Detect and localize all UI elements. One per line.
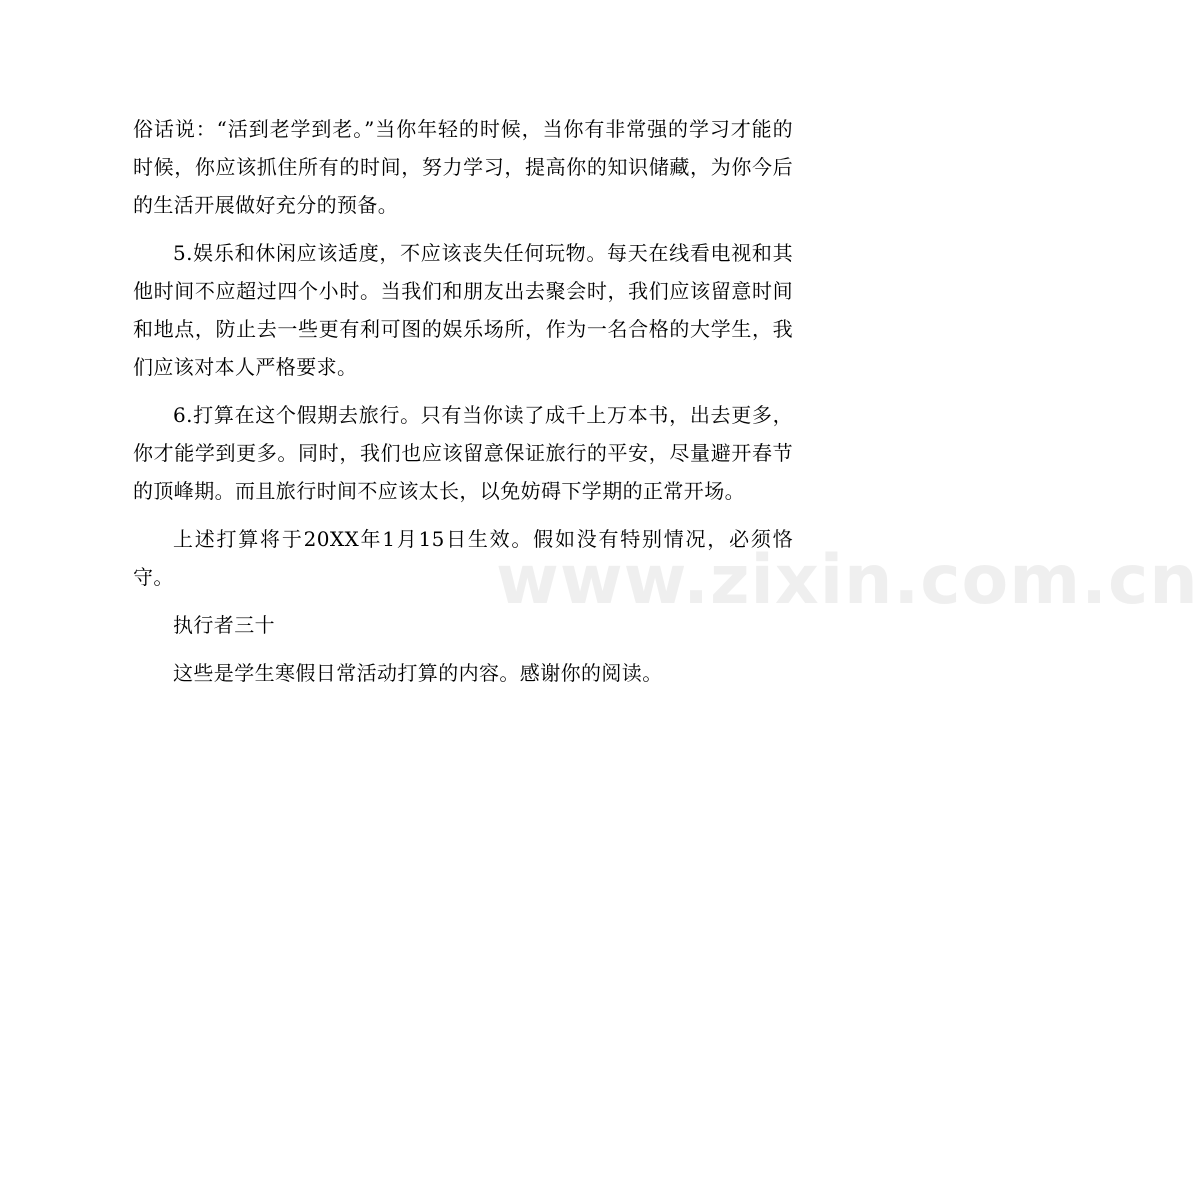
paragraph-item-5: 5.娱乐和休闲应该适度，不应该丧失任何玩物。每天在线看电视和其他时间不应超过四个小时。当我们和朋友出去聚会时，我们应该留意时间和地点，防止去一些更有利可图的娱乐场所，作为一名合格的大学生，我们应该对本人严格要求。 (133, 241, 793, 379)
document-body (133, 110, 793, 702)
paragraph-continuation: 俗话说：“活到老学到老。”当你年轻的时候，当你有非常强的学习才能的时候，你应该抓住所有的时间，努力学习，提高你的知识储藏，为你今后的生活开展做好充分的预备。 (133, 117, 793, 217)
paragraph-closing: 这些是学生寒假日常活动打算的内容。感谢你的阅读。 (173, 661, 663, 685)
paragraph-signature: 执行者三十 (173, 613, 275, 637)
watermark-text: www.zixin.com.cn (496, 541, 1199, 620)
paragraph-item-6: 6.打算在这个假期去旅行。只有当你读了成千上万本书，出去更多，你才能学到更多。同时，我们也应该留意保证旅行的平安，尽量避开春节的顶峰期。而且旅行时间不应该太长，以免妨碍下学期的正常开场。 (133, 403, 793, 503)
paragraph-effective-date: 上述打算将于20XX年1月15日生效。假如没有特别情况，必须恪守。 (133, 527, 793, 589)
